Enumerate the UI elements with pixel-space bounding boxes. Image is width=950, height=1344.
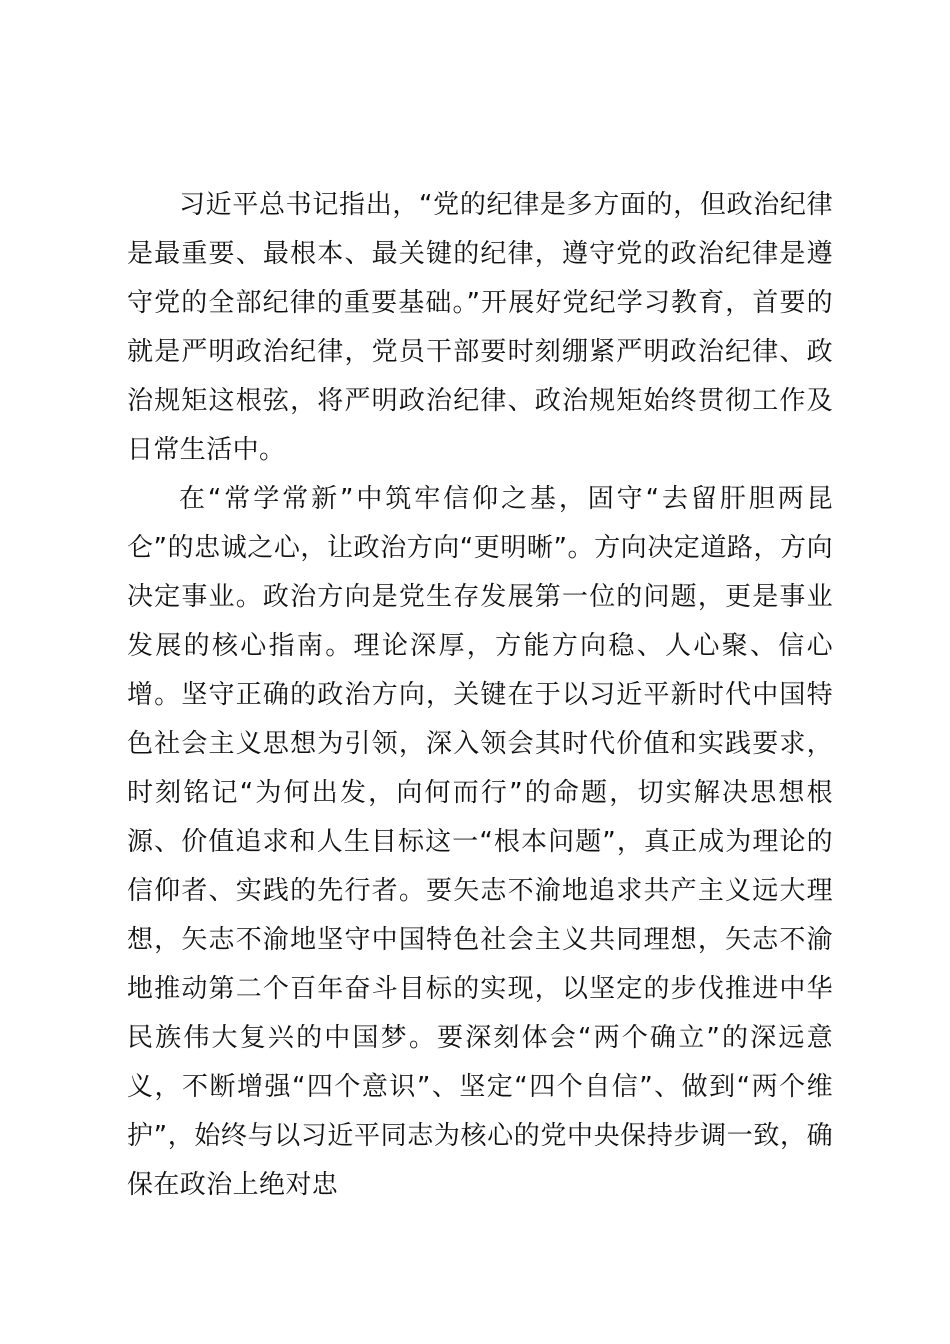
document-body [127,181,833,1210]
paragraph-political-direction: 在“常学常新”中筑牢信仰之基，固守“去留肝胆两昆仑”的忠诚之心，让政治方向“更明晰”。方向决定道路，方向决定事业。政治方向是党生存发展第一位的问题，更是事业发展的核心指南。理论深厚，方能方向稳、人心聚、信心增。坚守正确的政治方向，关键在于以习近平新时代中国特色社会主义思想为引领，深入领会其时代价值和实践要求，时刻铭记“为何出发，向何而行”的命题，切实解决思想根源、价值追求和人生目标这一“根本问题”，真正成为理论的信仰者、实践的先行者。要矢志不渝地追求共产主义远大理想，矢志不渝地坚守中国特色社会主义共同理想，矢志不渝地推动第二个百年奋斗目标的实现，以坚定的步伐推进中华民族伟大复兴的中国梦。要深刻体会“两个确立”的深远意义，不断增强“四个意识”、坚定“四个自信”、做到“两个维护”，始终与以习近平同志为核心的党中央保持步调一致，确保在政治上绝对忠 [127,484,833,1200]
paragraph-political-discipline: 习近平总书记指出，“党的纪律是多方面的，但政治纪律是最重要、最根本、最关键的纪律，遵守党的政治纪律是遵守党的全部纪律的重要基础。”开展好党纪学习教育，首要的就是严明政治纪律，党员干部要时刻绷紧严明政治纪律、政治规矩这根弦，将严明政治纪律、政治规矩始终贯彻工作及日常生活中。 [127,190,833,465]
